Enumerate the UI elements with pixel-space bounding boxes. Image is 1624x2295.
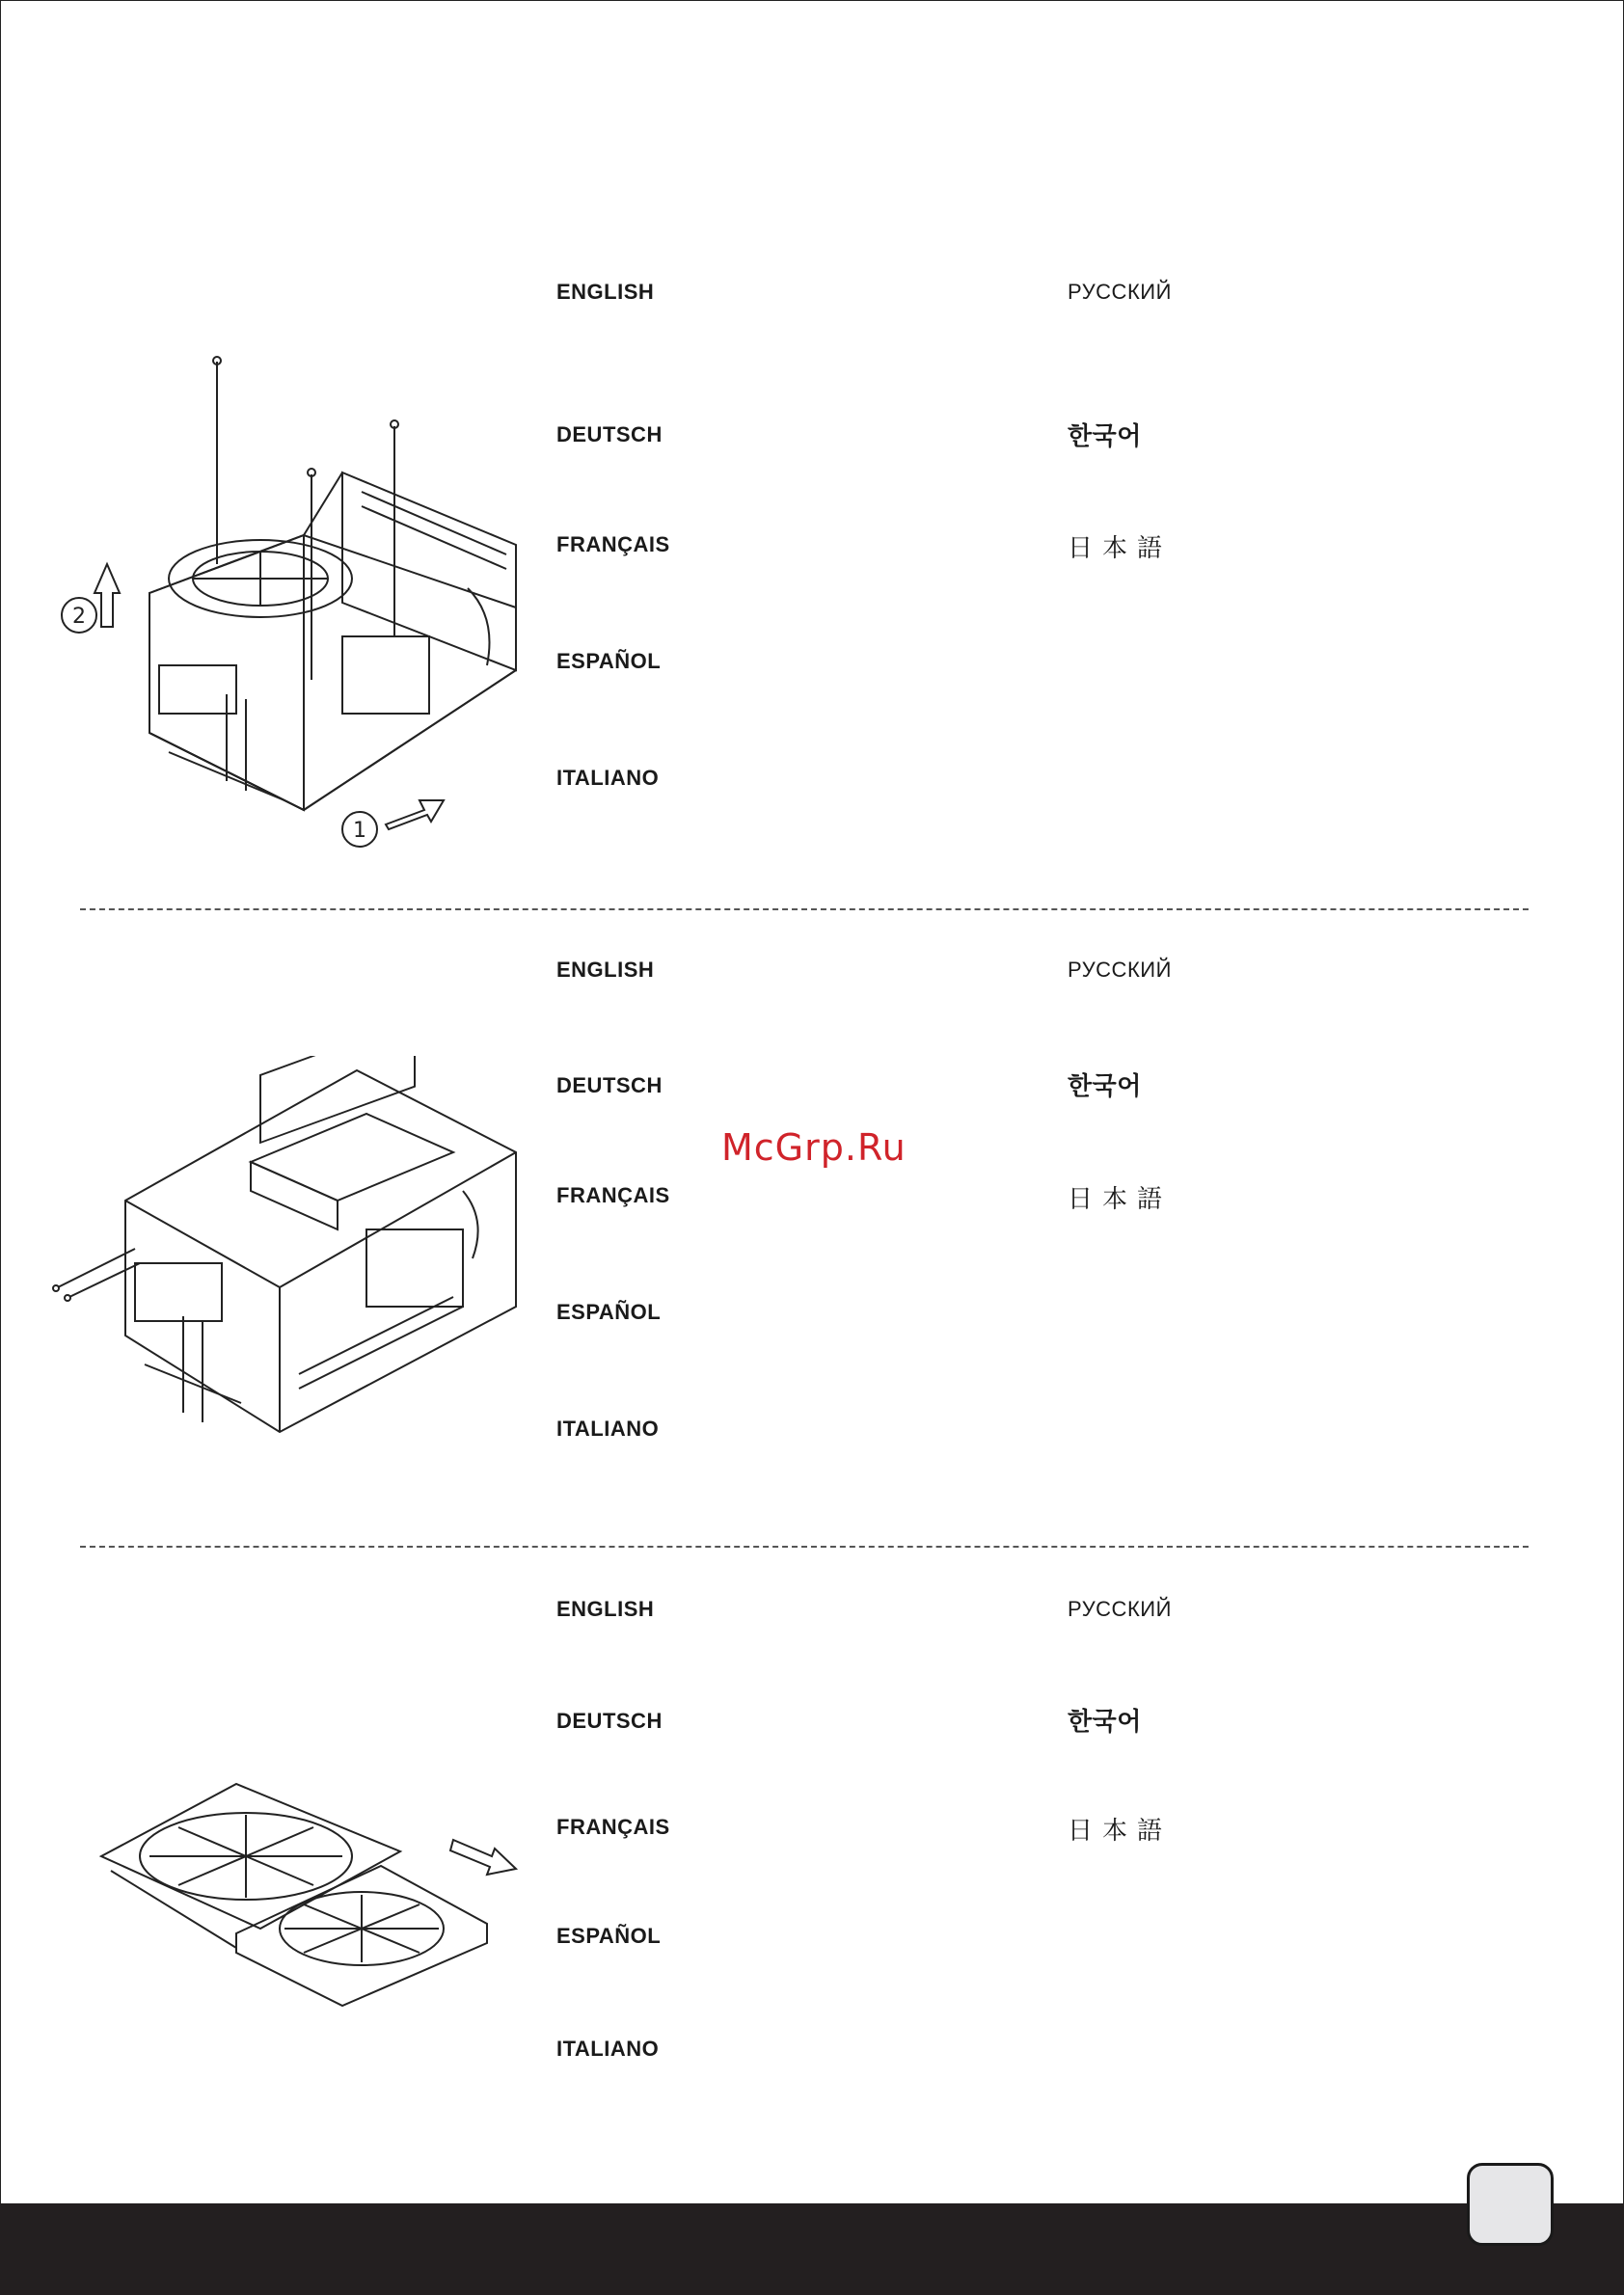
label-japanese: 日本語: [1068, 1816, 1173, 1845]
section-divider-1: [80, 908, 1529, 910]
watermark: McGrp.Ru: [721, 1126, 907, 1169]
label-korean: 한국어: [1068, 1707, 1142, 1736]
step-marker-1: 1: [353, 819, 366, 843]
label-italiano: ITALIANO: [556, 1417, 660, 1441]
label-italiano: ITALIANO: [556, 2037, 660, 2061]
label-espanol: ESPAÑOL: [556, 649, 662, 673]
label-espanol: ESPAÑOL: [556, 1300, 662, 1324]
label-japanese: 日本語: [1068, 1184, 1173, 1213]
label-english: ENGLISH: [556, 958, 655, 982]
step-marker-2: 2: [72, 605, 86, 629]
drive-bay-removal-illustration: [48, 1056, 530, 1442]
label-english: ENGLISH: [556, 280, 655, 304]
label-korean: 한국어: [1068, 1071, 1142, 1100]
fan-filter-removal-illustration: [92, 1774, 526, 2015]
label-deutsch: DEUTSCH: [556, 1709, 663, 1733]
page-number-tab: [1467, 2163, 1554, 2246]
label-japanese: 日本語: [1068, 533, 1173, 562]
label-russian: РУССКИЙ: [1068, 1597, 1172, 1621]
label-francais: FRANÇAIS: [556, 1815, 670, 1839]
label-francais: FRANÇAIS: [556, 532, 670, 556]
label-deutsch: DEUTSCH: [556, 1073, 663, 1097]
label-english: ENGLISH: [556, 1597, 655, 1621]
label-russian: РУССКИЙ: [1068, 958, 1172, 982]
label-deutsch: DEUTSCH: [556, 422, 663, 446]
section-divider-2: [80, 1546, 1529, 1548]
label-francais: FRANÇAIS: [556, 1183, 670, 1207]
footer-bar: [0, 2203, 1624, 2295]
label-russian: РУССКИЙ: [1068, 280, 1172, 304]
label-korean: 한국어: [1068, 421, 1142, 450]
label-espanol: ESPAÑOL: [556, 1924, 662, 1948]
label-italiano: ITALIANO: [556, 766, 660, 790]
case-top-panel-removal-illustration: [53, 347, 555, 858]
